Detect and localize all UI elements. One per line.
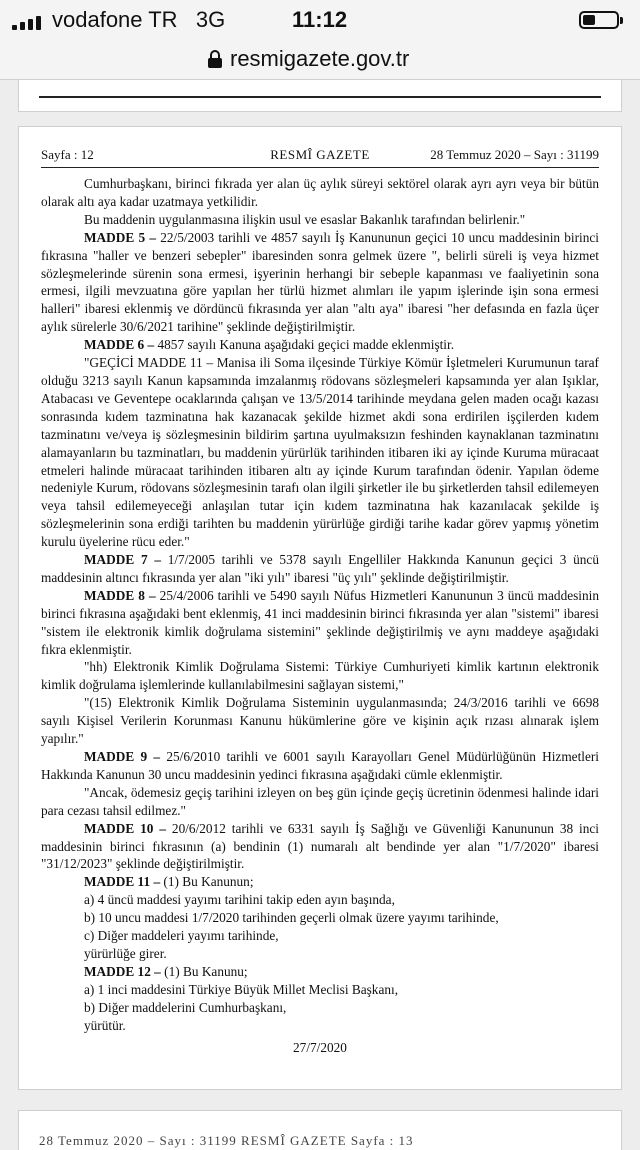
lock-icon [208,50,222,68]
article-label: MADDE 10 – [84,820,167,836]
gazette-body [41,175,599,1056]
paragraph-text: (1) Bu Kanunu; [160,963,248,979]
paragraph-text: "GEÇİCİ MADDE 11 – Manisa ili Soma ilçesinde Türkiye Kömür İşletmeleri Kurumunun taraf olduğu 3213 sayılı Kanun kapsamında imzalanmış rödovans sözleşmeleri kapsamında yer alan Işıklar, Atabacası ve Geventepe ocaklarında çalışan ve 13/5/2014 tarihinde meydana gelen maden ocağı kazası sonrasında kıdem tazminatına hak kazanacak şekilde hizmet akdi sona erdirilen işçilerden kıdem tazminatını ve/veya iş sözleşmesinin bildirim şartına uyulmaksızın feshinden kaynaklanan tazminatını alamayanların bu tazminatları, bu maddenin yürürlük tarihinden itibaren iki ay içinde Kuruma müracaat etmeleri halinde müracaat tarihinden itibaren altı ay içinde Kurum tarafından ödenir. Yapılan ödeme nedeniyle Kurum, rödovans sözleşmesinin tarafı olan ilgili şirketler ile bu şirketlerden tahsil edilemeyen veya tahsil edilemeyeceği anlaşılan tutar için kıdem tazminatına hak kazanılacak şekilde iş sözleşmelerinin sona erdiği tarihten bu maddenin yürürlüğe girdiği tarihe kadar görev yapmış yönetim kurulu üyelerine rücu eder." [41,355,599,550]
carrier-name: vodafone TR [52,7,178,32]
paragraph-text: 20/6/2012 tarihli ve 6331 sayılı İş Sağlığı ve Güvenliği Kanununun 38 inci maddesinin birinci fıkrasının (a) bendinin (1) numaralı alt bendinde yer alan "1/7/2020" ibaresi "31/12/2023" şeklinde değiştirilmiştir. [41,820,599,872]
signature-date: 27/7/2020 [293,1039,347,1055]
text-paragraph [41,909,599,927]
paragraph-text: Bu maddenin uygulanmasına ilişkin usul ve esaslar Bakanlık tarafından belirlenir." [84,211,526,227]
text-paragraph [41,658,599,694]
article-paragraph [41,963,599,981]
article-label: MADDE 9 – [84,749,161,764]
paragraph-text: 25/6/2010 tarihli ve 6001 sayılı Karayolları Genel Müdürlüğünün Hizmetleri Hakkında Kanunun 30 uncu maddesinin yedinci fıkrasına aşağıdaki cümle eklenmiştir. [41,749,599,782]
url-text[interactable]: resmigazete.gov.tr [230,46,410,71]
article-paragraph [41,551,599,587]
paragraph-text: (1) Bu Kanunun; [160,874,254,890]
gazette-title: RESMÎ GAZETE [270,147,370,162]
paragraph-text: Cumhurbaşkanı, birinci fıkrada yer alan üç aylık süreyi sektörel olarak ayrı ayrı veya bir bütün olarak altı aya kadar uzatmaya yetkilidir. [41,176,599,209]
article-paragraph [41,873,599,891]
paragraph-text: yürürlüğe girer. [84,945,167,961]
article-paragraph [41,229,599,336]
carrier-network [52,7,225,33]
previous-page-fragment [18,80,622,112]
clock: 11:12 [292,7,348,32]
paragraph-text: a) 1 inci maddesini Türkiye Büyük Millet Meclisi Başkanı, [84,981,399,997]
network-type: 3G [195,7,226,32]
text-paragraph [41,694,599,748]
text-paragraph [41,1017,599,1035]
text-paragraph [41,784,599,820]
article-paragraph [41,748,599,784]
paragraph-text: 1/7/2005 tarihli ve 5378 sayılı Engelliler Hakkında Kanunun geçici 3 üncü maddesinin altıncı fıkrasında yer alan "iki yılı" ibaresi "üç yılı" şeklinde değiştirilmiştir. [41,552,599,585]
issue-date: 28 Temmuz 2020 – Sayı : 31199 [430,147,599,162]
paragraph-text: b) 10 uncu maddesi 1/7/2020 tarihinden geçerli olmak üzere yayımı tarihinde, [84,910,499,926]
paragraph-text: b) Diğer maddelerini Cumhurbaşkanı, [84,999,287,1015]
text-paragraph [41,211,599,229]
next-page-header: 28 Temmuz 2020 – Sayı : 31199 RESMÎ GAZETE Sayfa : 13 [39,1133,414,1148]
text-paragraph [41,999,599,1017]
text-paragraph [41,891,599,909]
text-paragraph [41,981,599,999]
article-paragraph [41,820,599,874]
address-bar[interactable] [0,40,640,80]
gazette-page [18,126,622,1090]
article-label: MADDE 11 – [84,874,161,890]
paragraph-text: 4857 sayılı Kanuna aşağıdaki geçici madde eklenmiştir. [154,337,455,353]
next-page-fragment [18,1110,622,1150]
page-footer-rule [39,96,601,98]
text-paragraph [41,945,599,963]
article-label: MADDE 8 – [84,587,156,603]
page-number: Sayfa : 12 [41,147,94,162]
paragraph-text: 25/4/2006 tarihli ve 5490 sayılı Nüfus Hizmetleri Kanununun 3 üncü maddesinin birinci fıkrasına aşağıdaki bent eklenmiş, 41 inci maddesinin birinci fıkrasında yer alan "sistemi" ibaresi "sistem ile elektronik kimlik doğrulama sistemini" şeklinde değiştirilmiş ve aynı maddeye aşağıdaki fıkra eklenmiştir. [41,587,599,657]
paragraph-text: "hh) Elektronik Kimlik Doğrulama Sistemi: Türkiye Cumhuriyeti kimlik kartının elektronik kimlik doğrulama işlemlerinde kullanılabilmesini sağlayan sistemi," [41,659,599,693]
text-paragraph [41,175,599,211]
article-label: MADDE 7 – [84,552,161,568]
battery-icon [579,11,619,29]
paragraph-text: a) 4 üncü maddesi yayımı tarihini takip eden ayın başında, [84,892,395,908]
article-label: MADDE 6 – [84,337,155,353]
paragraph-text: yürütür. [84,1017,126,1033]
page-header [41,145,599,168]
status-bar [0,0,640,40]
paragraph-text: c) Diğer maddeleri yayımı tarihinde, [84,928,279,944]
article-paragraph [41,336,599,354]
paragraph-text: "(15) Elektronik Kimlik Doğrulama Sisteminin uygulanmasında; 24/3/2016 tarihli ve 6698 sayılı Kişisel Verilerin Korunması Kanunu hükümlerine göre ve kişinin açık rızası alınarak işlem yapılır." [41,695,599,747]
article-label: MADDE 5 – [84,229,156,245]
text-paragraph [41,354,599,551]
paragraph-text: 22/5/2003 tarihli ve 4857 sayılı İş Kanununun geçici 10 uncu maddesinin birinci fıkrasına "haller ve benzeri sebepler" ibaresinden sonra gelmek üzere ", belirli süreli iş veya hizmet sözleşmelerinde sürenin sona ermesi, işyerinin herhangi bir sebeple kapanması ve faaliyetinin sona ermesi, ilgili mevzuatına göre yapılan her türlü hizmet alımları ile yapım işlerinde işin sona ermesi halleri" ibaresi eklenmiş ve dördüncü fıkrasında yer alan "altı aya" ibaresi "her defasında en fazla üçer aylık sürelerle 30/6/2021 tarihine" şeklinde değiştirilmiştir. [41,229,599,335]
text-paragraph [41,927,599,945]
article-label: MADDE 12 – [84,963,161,979]
article-paragraph [41,587,599,659]
paragraph-text: "Ancak, ödemesiz geçiş tarihini izleyen on beş gün içinde geçiş ücretinin ödenmesi halinde idari para cezası tahsil edilmez." [41,784,599,818]
